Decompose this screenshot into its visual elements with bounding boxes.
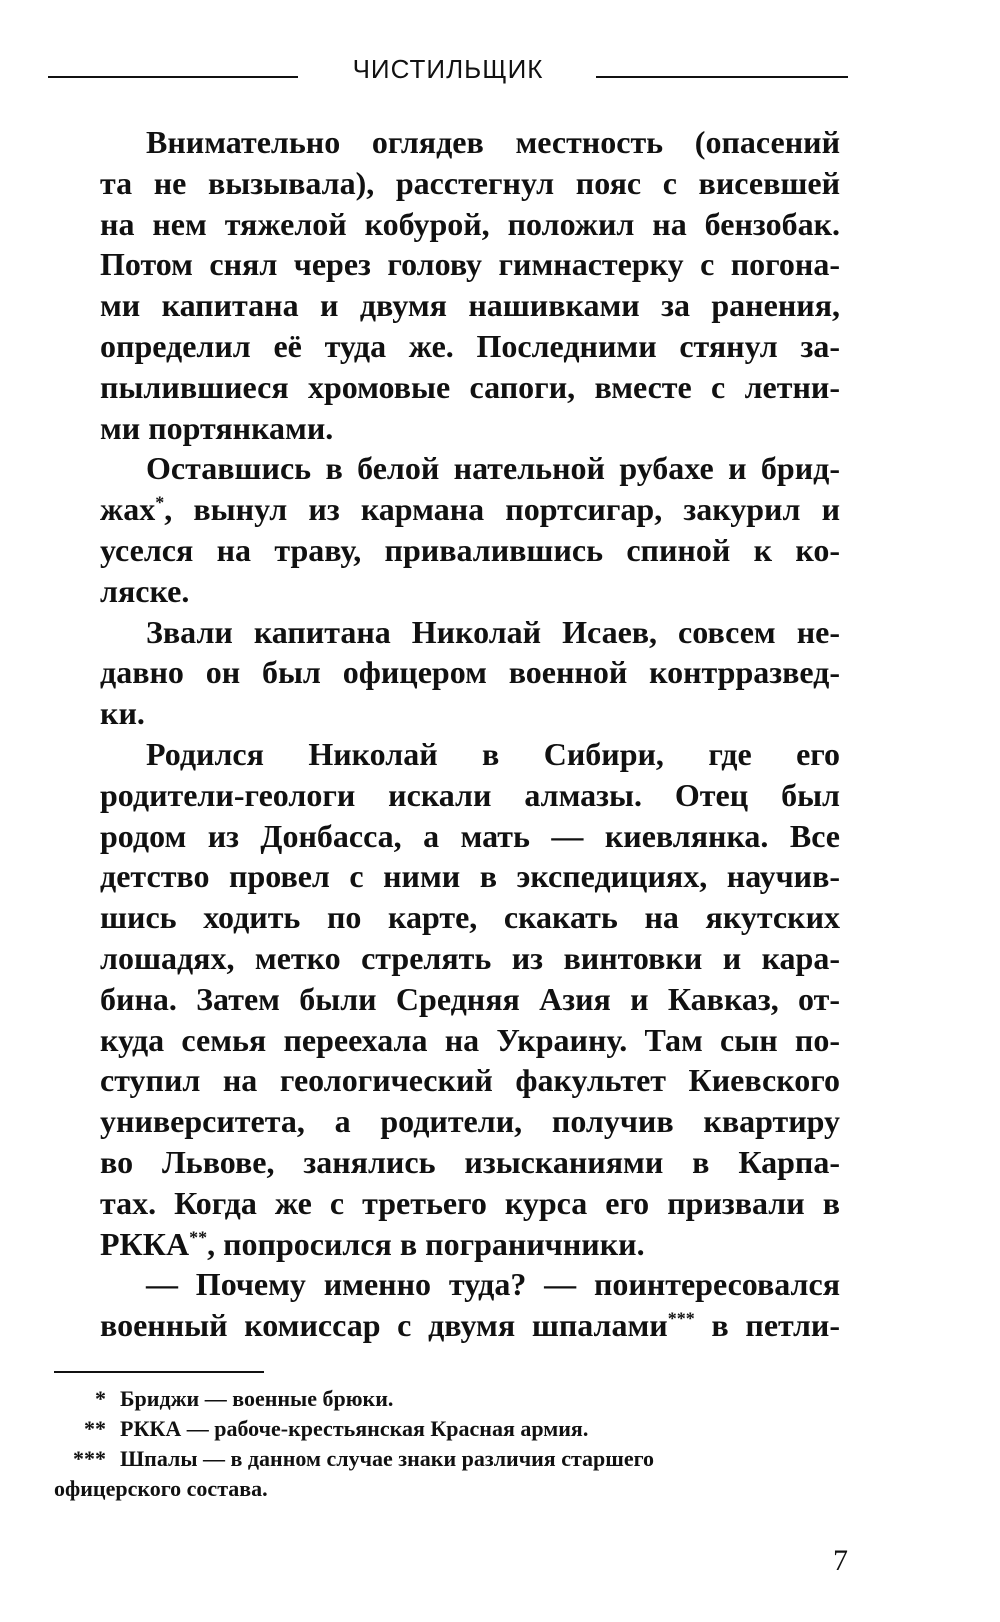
text-line: уселся на траву, привалившись спиной к ко- bbox=[100, 531, 840, 568]
footnote-text: Шпалы — в данном случае знаки различия старшего bbox=[120, 1446, 655, 1471]
page-number: 7 bbox=[833, 1544, 848, 1577]
running-header-title: ЧИСТИЛЬЩИК bbox=[352, 54, 544, 84]
footnote-3 bbox=[54, 1444, 842, 1474]
text-line-with-footnote-ref: РККА**, попросился в пограничники. bbox=[100, 1225, 645, 1262]
text-line: ми портянками. bbox=[100, 409, 334, 446]
text-line: во Львове, занялись изысканиями в Карпа- bbox=[100, 1143, 840, 1180]
text-line: ки. bbox=[100, 695, 145, 732]
text-line: пылившиеся хромовые сапоги, вместе с летни- bbox=[100, 368, 840, 405]
footnote-2 bbox=[54, 1414, 842, 1444]
paragraph-1 bbox=[54, 122, 840, 448]
text-line: университета, а родители, получив квартиру bbox=[100, 1103, 840, 1140]
text-line: шись ходить по карте, скакать на якутских bbox=[100, 899, 840, 936]
text-line: ляске. bbox=[100, 572, 190, 609]
text-line: Оставшись в белой нательной рубахе и брид- bbox=[146, 450, 840, 487]
paragraph-5 bbox=[54, 1264, 840, 1346]
text-line: бина. Затем были Средняя Азия и Кавказ, от- bbox=[100, 980, 840, 1017]
text-line: тах. Когда же с третьего курса его призвали в bbox=[100, 1184, 840, 1221]
text-line: — Почему именно туда? — поинтересовался bbox=[146, 1266, 840, 1303]
text-line: Родился Николай в Сибири, где его bbox=[146, 735, 840, 772]
running-header bbox=[48, 48, 848, 98]
text-line: лошадях, метко стрелять из винтовки и кара- bbox=[100, 939, 840, 976]
header-rule-right bbox=[596, 76, 848, 78]
text-line: ми капитана и двумя нашивками за ранения, bbox=[100, 287, 840, 324]
text-line: ступил на геологический факультет Киевского bbox=[100, 1062, 840, 1099]
footnote-ref: *** bbox=[667, 1308, 695, 1329]
text-line: детство провел с ними в экспедициях, научив- bbox=[100, 858, 840, 895]
paragraph-3 bbox=[54, 612, 840, 734]
text-line-with-footnote-ref: военный комиссар с двумя шпалами*** в петли- bbox=[100, 1307, 840, 1344]
footnote-mark: * bbox=[95, 1386, 106, 1411]
text-line: на нем тяжелой кобурой, положил на бензобак. bbox=[100, 205, 840, 242]
footnote-mark: *** bbox=[73, 1446, 106, 1471]
footnote-text: Бриджи — военные брюки. bbox=[120, 1386, 394, 1411]
text-line: та не вызывала), расстегнул пояс с висевшей bbox=[100, 164, 840, 201]
text-line: давно он был офицером военной контрразвед- bbox=[100, 654, 840, 691]
footnotes bbox=[54, 1384, 842, 1504]
text-line: Потом снял через голову гимнастерку с погона- bbox=[100, 246, 840, 283]
paragraph-2 bbox=[54, 448, 840, 611]
footnote-ref: ** bbox=[189, 1226, 208, 1247]
text-line: родом из Донбасса, а мать — киевлянка. Все bbox=[100, 817, 840, 854]
footnote-mark: ** bbox=[84, 1416, 106, 1441]
footnote-1 bbox=[54, 1384, 842, 1414]
footnote-ref: * bbox=[155, 492, 165, 513]
text-line: Внимательно оглядев местность (опасений bbox=[146, 124, 840, 160]
text-line: куда семья переехала на Украину. Там сын по- bbox=[100, 1021, 840, 1058]
footnote-separator bbox=[54, 1371, 264, 1373]
text-line: определил её туда же. Последними стянул за- bbox=[100, 327, 840, 364]
text-line: Звали капитана Николай Исаев, совсем не- bbox=[146, 613, 840, 650]
header-rule-left bbox=[48, 76, 298, 78]
text-line: родители-геологи искали алмазы. Отец был bbox=[100, 776, 840, 813]
text-line-with-footnote-ref: жах*, вынул из кармана портсигар, закурил и bbox=[100, 491, 840, 528]
footnote-text: РККА — рабоче-крестьянская Красная армия. bbox=[120, 1416, 589, 1441]
paragraph-4 bbox=[54, 734, 840, 1264]
main-text bbox=[54, 122, 840, 1346]
footnote-3-continuation: офицерского состава. bbox=[54, 1476, 268, 1501]
